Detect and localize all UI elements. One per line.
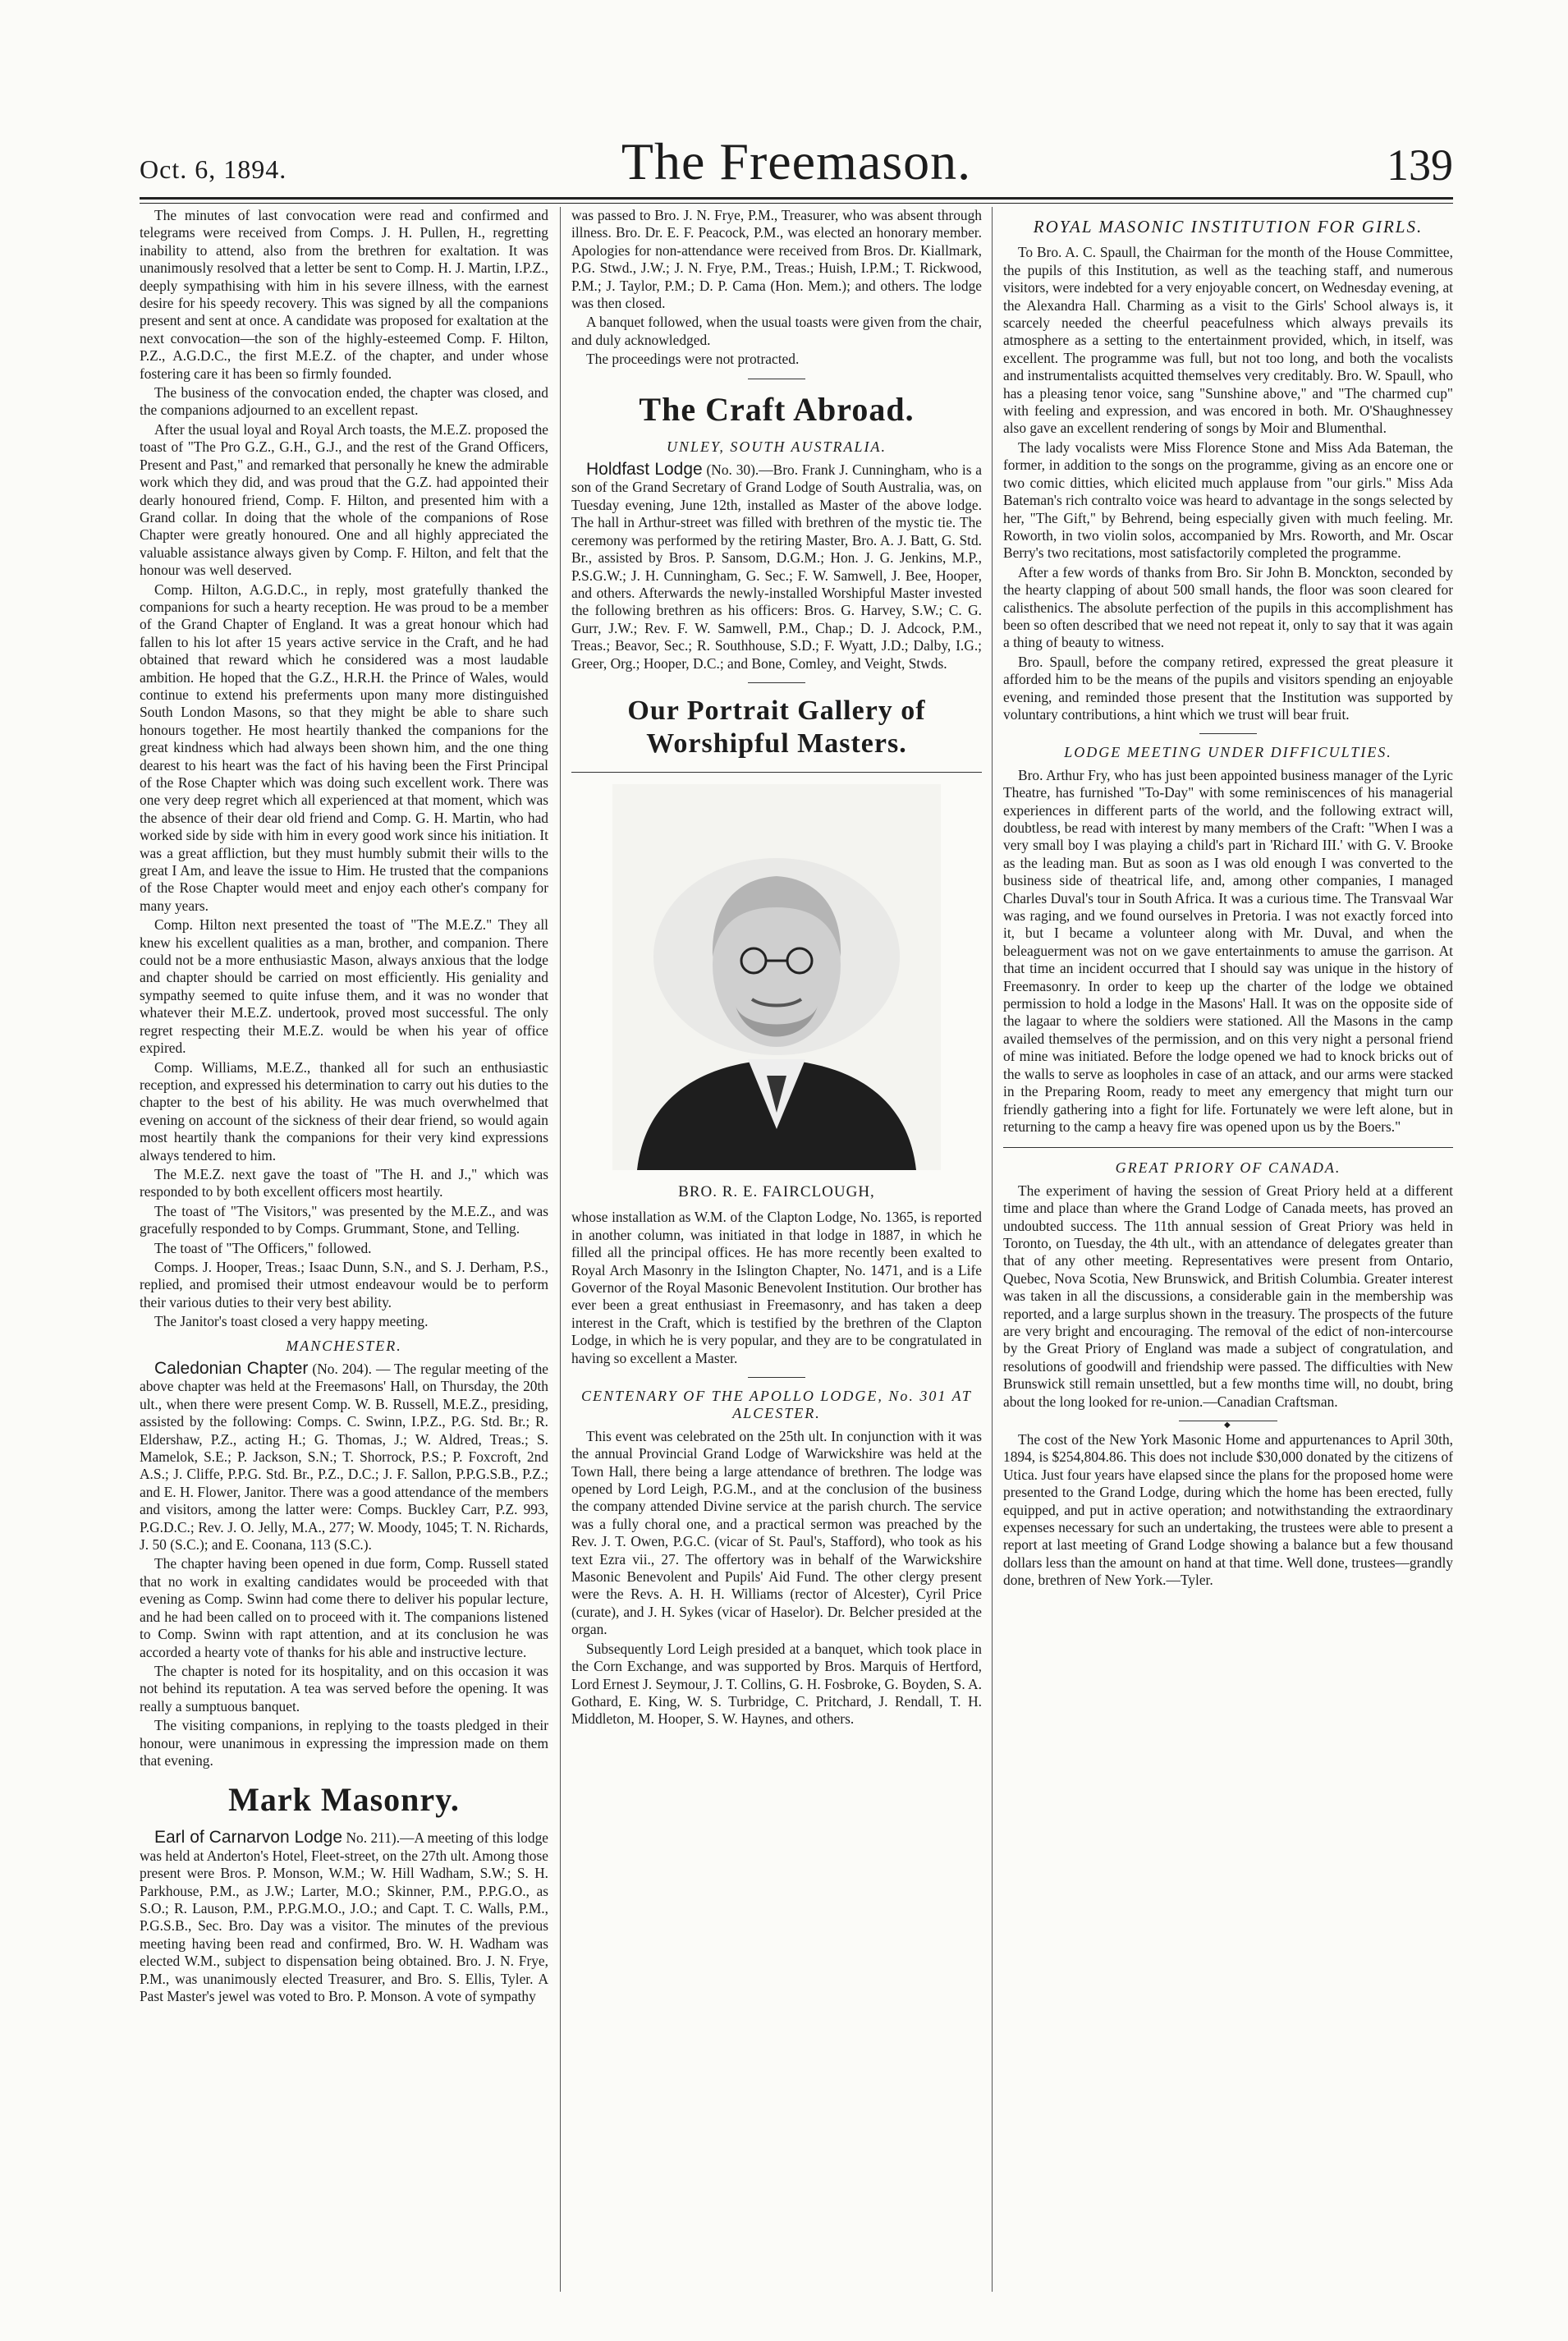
section-heading-craft-abroad: The Craft Abroad. (639, 390, 915, 428)
column-divider (560, 207, 561, 2292)
report-paragraph (140, 1360, 548, 1554)
paragraph: The M.E.Z. next gave the toast of "The H. and J.," which was responded to by both excellent officers most heartily. (140, 1165, 548, 1200)
report-paragraph (140, 1829, 548, 2005)
paragraph: To Bro. A. C. Spaull, the Chairman for the month of the House Committee, the pupils of this Institution, as well as the teaching staff, and numerous visitors, were indebted for a very enjoyable concert, on Wednesday evening, at the Alexandra Hall. Charming as a visit to the Girls' School always is, it scarcely needed the cheerful peacefulness which always prevails its atmosphere as a setting to the entertainment provided, which, in itself, was excellent. The programme was full, but not too long, and both the vocalists and instrumentalists acquitted themselves very creditably. Bro. W. Spaull, who has a pleasing tenor voice, sang "Sunshine above," and "The charmed cup" with feeling and expression, and was encored in both. Mr. O'Shaughnessey also gave an excellent rendering of songs by Moir and Blumenthal. (1003, 244, 1453, 437)
paragraph: Comp. Hilton next presented the toast of "The M.E.Z." They all knew his excellent qualities as a man, brother, and companion. There could not be a more enthusiastic Mason, always anxious that the lodge and chapter should be carried on most efficiently. His geniality and sympathy seemed to quite infuse them, and it was no wonder that whatever their M.E.Z. undertook, proved most successful. The only regret respecting their M.E.Z. would be when his year of office expired. (140, 916, 548, 1057)
publication-title: The Freemason. (621, 132, 972, 190)
paragraph: The experiment of having the session of Great Priory held at a different time and place than where the Grand Lodge of Canada meets, has proved an undoubted success. The 11th annual session of Great Priory was held in Toronto, on Tuesday, the 4th ult., with an attendance of delegates greater than that of any other meeting. Representatives were present from Ontario, Quebec, Nova Scotia, New Brunswick, and British Columbia. Greater interest was taken in all the discussions, a considerable gain in the membership was reported, and a large surplus shown in the treasury. The prospects of the future are very bright and encouraging. The removal of the edict of non-intercourse by the Great Priory of England was made a subject of congratulation, and resolutions of goodwill and friendship were passed. The difficulties with New Brunswick still remain unsettled, but a few months time will, no doubt, bring about the long looked for re-union.—Canadian Craftsman. (1003, 1182, 1453, 1410)
column-divider (992, 207, 993, 2292)
section-heading-rmig: ROYAL MASONIC INSTITUTION FOR GIRLS. (1033, 217, 1424, 236)
paragraph: was passed to Bro. J. N. Frye, P.M., Treasurer, who was absent through illness. Bro. Dr. E. F. Peacock, P.M., was elected an honorary member. Apologies for non-attendance were received from Bros. Dr. Kiallmark, P.G. Stwd., J.W.; J. N. Frye, P.M., Treas.; Huish, I.P.M.; T. Rickwood, P.M.; J. Taylor, P.M.; D. P. Cama (Hon. Mem.); and others. The lodge was then closed. (571, 207, 982, 312)
paragraph: The lady vocalists were Miss Florence Stone and Miss Ada Bateman, the former, in addition to the songs on the programme, giving as an encore one or two comic ditties, which elicited much applause from "our girls." Miss Ada Bateman's rich contralto voice was heard to advantage in the songs selected by her, "The Gift," by Behrend, being especially given with much feeling. Mr. Roworth, in two violin solos, accompanied by Mrs. Roworth, and Mr. Oscar Berry's two recitations, most satisfactorily completed the programme. (1003, 438, 1453, 562)
divider-rule (1199, 733, 1257, 734)
report-text: (No. 30).—Bro. Frank J. Cunningham, who is a son of the Grand Secretary of Grand Lodge of South Australia, was, on Tuesday evening, June 12th, installed as Master of the above lodge. The hall in Arthur-street was filled with brethren of the mystic tie. The ceremony was performed by the retiring Master, Bro. A. J. Batt, G. Std. Br., assisted by Bros. P. Sansom, D.G.M.; Hon. J. G. Jenkins, M.P., P.S.G.W.; J. H. Cunningham, G. Sec.; F. W. Samwell, J. Bee, Hooper, and others. Afterwards the newly-installed Worshipful Master invested the following brethren as his officers: Bros. G. Harvey, S.W.; C. G. Gurr, J.W.; Rev. F. W. Samwell, P.M., Chap.; D. J. Adcock, P.M., Treas.; Beavor, Sec.; R. Southhouse, S.D.; F. Wyatt, J.D.; Dalby, I.G.; Greer, Org.; Hooper, D.C.; and Bone, Comley, and Veight, Stwds. (571, 461, 982, 672)
section-heading-mark-masonry: Mark Masonry. (228, 1781, 460, 1819)
section-heading-portrait-gallery: Our Portrait Gallery of Worshipful Masters. (627, 695, 926, 759)
paragraph: Bro. Arthur Fry, who has just been appointed business manager of the Lyric Theatre, has furnished "To-Day" with some reminiscences of his managerial experiences in different parts of the world, and the following extract will, doubtless, be read with interest by many members of the Craft: "When I was a very small boy I was playing a child's part in 'Richard III.' with G. V. Brooke as the leading man. But as soon as I was old enough I was converted to the business side of theatrical life, and, among other companies, I managed Charles Duval's tour in South Africa. It was a curious time. The Transvaal War was raging, and we found ourselves in Pretoria. I was not exactly forced into it, but I became a volunteer along with Mr. Duval, and when the beleaguerment was not on we gave entertainments to amuse the garrison. At that time an incident occurred that I should say was unique in the history of Freemasonry. In order to keep up the charter of the lodge we obtained permission to hold a lodge in the Masons' Hall. It was on the opposite side of the lagaar to where the soldiers were stationed. All the Masons in the camp availed themselves of the permission, and on this very night a personal friend of mine was initiated. Before the lodge opened we had to knock bricks out of the walls to serve as loopholes in case of an attack, and our arms were stacked in the Preparing Room, ready to meet any emergency that might turn our friendly gathering into a fight for life. Fortunately we were left alone, but in returning to the camp a heavy fire was opened upon us by the Boers." (1003, 766, 1453, 1135)
issue-date: Oct. 6, 1894. (140, 154, 287, 184)
report-text: (No. 204). — The regular meeting of the above chapter was held at the Freemasons' Hall, on Thursday, the 20th ult., when there were present Comp. W. B. Russell, M.E.Z., presiding, assisted by the following: Comps. C. Swinn, I.P.Z., P.G. Std. Br.; R. Eldershaw, P.Z., acting H.; G. Thomas, J.; W. Aldred, Treas.; S. Mamelok, S.E.; P. Jackson, S.N.; T. Shorrock, P.S.; P. Foxcroft, 2nd A.S.; J. Cliffe, P.P.G. Std. Br., P.Z., D.C.; J. F. Sallon, P.P.G.S.B., P.Z.; and E. H. Flower, Janitor. There was a good attendance of the members and visitors, among the latter were: Comps. Buckley Carr, P.Z. 993, P.G.D.C.; Rev. J. O. Jelly, M.A., 277; W. Moody, 1045; T. N. Richards, J. 50 (S.C.); and E. Coonana, 113 (S.C.). (140, 1361, 548, 1554)
paragraph: Comps. J. Hooper, Treas.; Isaac Dunn, S.N., and S. J. Derham, P.S., replied, and promised their utmost endeavour would be to perform their various duties to their very best ability. (140, 1258, 548, 1311)
paragraph: Comp. Williams, M.E.Z., thanked all for such an enthusiastic reception, and expressed his determination to carry out his duties to the chapter to the best of his ability. He was much overwhelmed that evening on account of the sickness of their dear friend, so would again most heartily thank the companions for their very kind expressions always tendered to him. (140, 1058, 548, 1164)
report-paragraph (571, 461, 982, 672)
section-heading-lodge-meeting: LODGE MEETING UNDER DIFFICULTIES. (1064, 744, 1392, 761)
column-1 (140, 207, 548, 2308)
paragraph: The toast of "The Visitors," was presented by the M.E.Z., and was gracefully responded to by Comps. Grummant, Stone, and Telling. (140, 1202, 548, 1237)
paragraph: The Janitor's toast closed a very happy meeting. (154, 1313, 429, 1330)
section-heading-great-priory: GREAT PRIORY OF CANADA. (1115, 1159, 1341, 1177)
paragraph: The toast of "The Officers," followed. (154, 1239, 372, 1256)
subheading-unley: UNLEY, SOUTH AUSTRALIA. (666, 438, 887, 455)
paragraph: Bro. Spaull, before the company retired, expressed the great pleasure it afforded him to be the means of the pupils and visitors spending an enjoyable evening, and reminded those present that the Institution was supported by voluntary contributions, a hint which we trust will bear fruit. (1003, 653, 1453, 723)
paragraph: The business of the convocation ended, the chapter was closed, and the companions adjourned to an excellent repast. (140, 384, 548, 419)
paragraph: The visiting companions, in replying to the toasts pledged in their honour, were unanimous in expressing the impression made on them that evening. (140, 1717, 548, 1769)
subheading-centenary-apollo: CENTENARY OF THE APOLLO LODGE, No. 301 AT ALCESTER. (581, 1388, 972, 1422)
paragraph: whose installation as W.M. of the Clapton Lodge, No. 1365, is reported in another column, was initiated in that lodge in 1887, in which he filled all the principal offices. He has more recently been exalted to Royal Arch Masonry in the Islington Chapter, No. 1471, and is a Life Governor of the Royal Masonic Benevolent Institution. Our brother has ever been a great enthusiast in Freemasonry, and has taken a deep interest in the Craft, which is testified by the brethren of the Clapton Lodge, in which he is very popular, and they are to be congratulated in having so excellent a Master. (571, 1209, 982, 1366)
section-heading-manchester: MANCHESTER. (286, 1337, 402, 1354)
page-number: 139 (1387, 140, 1453, 190)
masthead-rule (140, 197, 1453, 200)
paragraph: The proceedings were not protracted. (586, 351, 800, 368)
divider-rule (571, 772, 982, 773)
paragraph: After a few words of thanks from Bro. Sir John B. Monckton, seconded by the hearty clapping of about 500 small hands, the floor was soon cleared for calisthenics. The absolute perfection of the pupils in this accomplishment has been so often described that we need not repeat it, only to say that it was again a thing of beauty to witness. (1003, 563, 1453, 651)
paragraph: Subsequently Lord Leigh presided at a banquet, which took place in the Corn Exchange, and was supported by Bros. Marquis of Hertford, Lord Ernest J. Seymour, J. T. Collins, G. H. Fosbroke, G. Boyden, S. A. Gothard, E. King, W. S. Turbridge, C. Pritchard, J. Rendall, T. H. Middleton, M. Hooper, S. W. Haynes, and others. (571, 1640, 982, 1728)
paragraph: The chapter is noted for its hospitality, and on this occasion it was not behind its reputation. A tea was served before the opening. It was really a sumptuous banquet. (140, 1662, 548, 1714)
lodge-name: Earl of Carnarvon Lodge (154, 1828, 343, 1848)
paragraph: A banquet followed, when the usual toasts were given from the chair, and duly acknowledged. (571, 314, 982, 348)
lodge-name: Caledonian Chapter (154, 1359, 309, 1378)
column-2 (571, 207, 982, 2308)
divider-rule (748, 1377, 805, 1378)
portrait-caption: BRO. R. E. FAIRCLOUGH, (678, 1182, 875, 1200)
report-text: No. 211).—A meeting of this lodge was held at Anderton's Hotel, Fleet-street, on the 27th ult. Among those present were Bros. P. Monson, W.M.; W. Hill Wadham, S.W.; S. H. Parkhouse, P.M., as J.W.; Larter, M.O.; Skinner, P.M., P.P.G.O., as S.O.; R. Lauson, P.M., P.P.G.M.O., J.O.; and Capt. T. C. Walls, P.M., P.G.S.B., Sec. Bro. Day was a visitor. The minutes of the previous meeting having been read and confirmed, Bro. W. H. Wadham was elected W.M., subject to dispensation being obtained. Bro. J. N. Frye, P.M., was unanimously elected Treasurer, and Bro. S. Ellis, Tyler. A Past Master's jewel was voted to Bro. P. Monson. A vote of sympathy (140, 1829, 548, 2004)
masthead (140, 131, 1453, 197)
paragraph: This event was celebrated on the 25th ult. In conjunction with it was the annual Provincial Grand Lodge of Warwickshire was held at the Town Hall, there being a large attendance of brethren. The lodge was opened by Lord Leigh, P.G.M., and at the conclusion of the business the company attended Divine service at the parish church. The service was a fully choral one, and a practical sermon was preached by the Rev. J. T. Owen, P.G.C. (vicar of St. Paul's, Stafford), who took as his text Ezra vii., 27. The offertory was in behalf of the Warwickshire Masonic Benevolent and Pupils' Aid Fund. The other clergy present were the Revs. A. H. H. Williams (rector of Alcester), Cyril Price (curate), and J. H. Sykes (vicar of Haselor). Dr. Belcher presided at the organ. (571, 1427, 982, 1638)
portrait-photo (612, 784, 941, 1170)
paragraph: The minutes of last convocation were read and confirmed and telegrams were received from Comps. J. H. Pullen, H., regretting inability to attend, also from the brethren for exaltation. It was unanimously resolved that a letter be sent to Comp. H. J. Martin, I.P.Z., deeply sympathising with him in his severe illness, with the earnest desire for his speedy recovery. This was signed by all the companions present and sent at once. A candidate was proposed for exaltation at the next convocation—the son of the highly-esteemed Comp. F. Hilton, P.Z., A.G.D.C., the first M.E.Z. of the chapter, and under whose fostering care it has been so firmly founded. (140, 207, 548, 382)
masthead-rule-thin (140, 203, 1453, 204)
paragraph: Comp. Hilton, A.G.D.C., in reply, most gratefully thanked the companions for such a hearty reception. He was proud to be a member of the Grand Chapter of England. It was a great honour which had fallen to his lot after 15 years active service in the Craft, and he had obtained that reward which he considered was a most laudable ambition. He hoped that the G.Z., H.R.H. the Prince of Wales, would continue to extend his preferments upon many more distinguished South London Masons, so that they might be able to share such honours together. He most heartily thanked the companions for the great kindness which had always been shown him, and the one thing dearest to his heart was the fact of his having been the First Principal of the Rose Chapter which was doing such excellent work. There was one very deep regret which all experienced at that moment, which was the absence of their dear old friend and Comp. G. H. Martin, who had worked side by side with him in every good work since his initiation. It was a great affliction, but they must humbly submit their wills to the great I Am, and leave the issue to Him. He trusted that the companions of the Rose Chapter would meet and enjoy each other's company for many years. (140, 581, 548, 914)
paragraph: After the usual loyal and Royal Arch toasts, the M.E.Z. proposed the toast of "The Pro G.Z., G.H., G.J., and the rest of the Grand Officers, Present and Past," and remarked that personally he knew the admirable work which they did, and was proud that the G.Z. had appointed their dearly honoured friend, Comp. F. Hilton, and presented him with a Grand collar. In doing that the whole of the companions of Rose Chapter were greatly honoured. One and all highly appreciated the valuable assistance always given by Comp. F. Hilton, and felt that the honour was well deserved. (140, 420, 548, 579)
paragraph: The cost of the New York Masonic Home and appurtenances to April 30th, 1894, is $254,804.86. This does not include $30,000 donated by the citizens of Utica. Just four years have elapsed since the plans for the proposed home were presented to the Grand Lodge, during which the home has been erected, fully equipped, and put in active operation; and notwithstanding the extraordinary expenses necessary for such an undertaking, the trustees were able to present a report at last meeting of Grand Lodge showing a balance but a few thousand dollars less than the amount on hand at that time. Well done, trustees—grandly done, brethren of New York.—Tyler. (1003, 1431, 1453, 1589)
paragraph: The chapter having been opened in due form, Comp. Russell stated that no work in exalting candidates would be proceeded with that evening as Comp. Swinn had come there to deliver his popular lecture, and he had been called on to proceed with it. The companions listened to Comp. Swinn with rapt attention, and at its conclusion he was accorded a hearty vote of thanks for his able and instructive lecture. (140, 1555, 548, 1660)
lodge-name: Holdfast Lodge (586, 460, 703, 480)
divider-rule (1003, 1147, 1453, 1148)
column-3 (1003, 207, 1453, 2308)
divider-rule (748, 682, 805, 683)
